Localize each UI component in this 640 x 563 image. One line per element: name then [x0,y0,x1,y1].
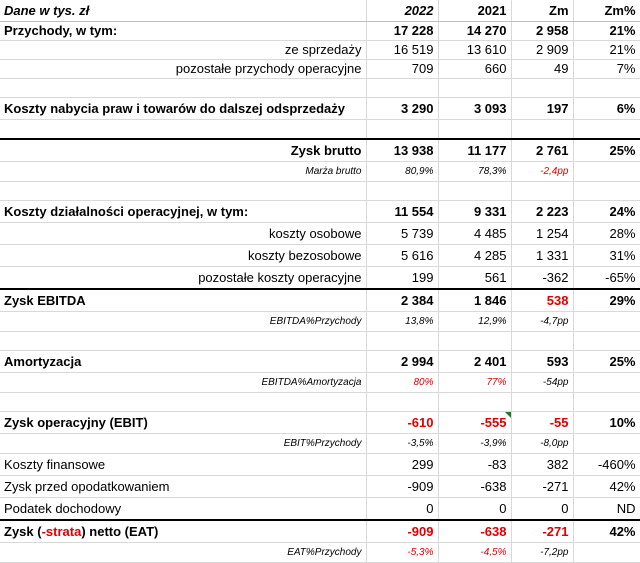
cell-2021[interactable]: 12,9% [438,312,511,332]
empty-cell[interactable] [0,182,366,201]
empty-cell[interactable] [0,79,366,98]
cell-label[interactable]: pozostałe koszty operacyjne [0,267,366,290]
cell-label[interactable]: Koszty nabycia praw i towarów do dalszej odsprzedaży [0,98,366,120]
cell-2021[interactable]: 14 270 [438,22,511,41]
cell-zmp[interactable]: ND [573,498,640,521]
cell-zm[interactable]: -55 [511,412,573,434]
cell-label[interactable]: Koszty działalności operacyjnej, w tym: [0,201,366,223]
cell-zmp[interactable]: 24% [573,201,640,223]
cell-zmp[interactable]: 6% [573,98,640,120]
cell-zm[interactable]: 2 958 [511,22,573,41]
cell-zmp[interactable]: 42% [573,520,640,543]
row-pozostale-przychody [0,60,640,79]
cell-2022[interactable]: -909 [366,520,438,543]
blank-row [0,120,640,140]
cell-label[interactable]: koszty bezosobowe [0,245,366,267]
cell-zm[interactable]: -8,0pp [511,434,573,454]
cell-zmp[interactable]: 42% [573,476,640,498]
cell-2022[interactable]: 3 290 [366,98,438,120]
cell-label[interactable]: Zysk operacyjny (EBIT) [0,412,366,434]
cell-zmp[interactable]: 21% [573,41,640,60]
cell-2021[interactable]: -638 [438,476,511,498]
cell-label[interactable]: Zysk EBITDA [0,289,366,312]
cell-zm[interactable]: -54pp [511,373,573,393]
cell-2021[interactable]: 660 [438,60,511,79]
row-koszty-dzialalnosci [0,201,640,223]
empty-cell[interactable] [573,182,640,201]
cell-zmp[interactable]: -460% [573,454,640,476]
row-koszty-finansowe [0,454,640,476]
empty-cell[interactable] [573,393,640,412]
header-2022[interactable]: 2022 [366,0,438,22]
cell-label[interactable]: koszty osobowe [0,223,366,245]
cell-label[interactable] [0,520,366,543]
cell-2021[interactable]: 13 610 [438,41,511,60]
cell-zm[interactable]: 2 909 [511,41,573,60]
cell-zmp[interactable] [573,373,640,393]
row-koszty-bezosobowe [0,245,640,267]
cell-zm[interactable]: 382 [511,454,573,476]
cell-2021[interactable]: 2 401 [438,351,511,373]
cell-2021[interactable]: 78,3% [438,162,511,182]
cell-zmp[interactable]: -65% [573,267,640,290]
cell-zm[interactable]: -271 [511,476,573,498]
header-zm[interactable]: Zm [511,0,573,22]
header-2021[interactable]: 2021 [438,0,511,22]
empty-cell[interactable] [511,332,573,351]
empty-cell[interactable] [438,79,511,98]
empty-cell[interactable] [438,332,511,351]
cell-zmp[interactable]: 7% [573,60,640,79]
cell-2021[interactable]: -638 [438,520,511,543]
cell-label[interactable]: ze sprzedaży [0,41,366,60]
empty-cell[interactable] [573,79,640,98]
empty-cell[interactable] [438,393,511,412]
header-row [0,0,640,22]
row-ebitda-amortyzacja [0,373,640,393]
empty-cell[interactable] [366,79,438,98]
cell-zm[interactable]: 1 254 [511,223,573,245]
row-eat [0,520,640,543]
empty-cell[interactable] [573,332,640,351]
cell-2022[interactable]: 2 994 [366,351,438,373]
cell-zm[interactable]: 197 [511,98,573,120]
cell-label[interactable]: Koszty finansowe [0,454,366,476]
cell-2022[interactable]: 0 [366,498,438,521]
cell-2021[interactable]: 3 093 [438,98,511,120]
empty-cell[interactable] [511,393,573,412]
header-label[interactable]: Dane w tys. zł [0,0,366,22]
blank-row [0,79,640,98]
cell-2022[interactable]: 5 739 [366,223,438,245]
empty-cell[interactable] [438,182,511,201]
cell-label[interactable]: Podatek dochodowy [0,498,366,521]
cell-zm[interactable]: 0 [511,498,573,521]
cell-zmp[interactable] [573,543,640,563]
cell-zmp[interactable]: 29% [573,289,640,312]
cell-2022[interactable]: 80,9% [366,162,438,182]
cell-2022[interactable]: 16 519 [366,41,438,60]
empty-cell[interactable] [366,120,438,140]
blank-row [0,393,640,412]
blank-row [0,182,640,201]
cell-zm[interactable]: 538 [511,289,573,312]
empty-cell[interactable] [511,79,573,98]
cell-2022[interactable]: 709 [366,60,438,79]
cell-2021[interactable]: 1 846 [438,289,511,312]
cell-label[interactable]: Marża brutto [0,162,366,182]
row-zysk-brutto [0,139,640,162]
empty-cell[interactable] [573,120,640,140]
cell-2021[interactable]: 11 177 [438,139,511,162]
empty-cell[interactable] [0,393,366,412]
cell-zm[interactable]: -271 [511,520,573,543]
eat-label-pre: Zysk ( [4,524,42,539]
eat-label-post: ) netto (EAT) [81,524,159,539]
cell-zmp[interactable]: 25% [573,351,640,373]
cell-label[interactable]: Amortyzacja [0,351,366,373]
empty-cell[interactable] [511,182,573,201]
cell-2022[interactable]: -5,3% [366,543,438,563]
cell-zm[interactable]: -4,7pp [511,312,573,332]
cell-2022[interactable]: -610 [366,412,438,434]
empty-cell[interactable] [366,393,438,412]
row-zysk-przed-opodatkowaniem [0,476,640,498]
cell-2022[interactable]: 80% [366,373,438,393]
blank-row [0,332,640,351]
cell-2021[interactable]: 77% [438,373,511,393]
empty-cell[interactable] [0,120,366,140]
cell-label[interactable]: Przychody, w tym: [0,22,366,41]
row-marza-brutto [0,162,640,182]
row-sprzedaz [0,41,640,60]
cell-zmp[interactable]: 10% [573,412,640,434]
cell-2021[interactable]: -4,5% [438,543,511,563]
empty-cell[interactable] [511,120,573,140]
empty-cell[interactable] [438,120,511,140]
cell-2021[interactable]: 0 [438,498,511,521]
cell-2022[interactable]: 199 [366,267,438,290]
cell-2022[interactable]: 299 [366,454,438,476]
cell-zmp[interactable]: 21% [573,22,640,41]
cell-2021[interactable]: 4 285 [438,245,511,267]
cell-zm[interactable]: 1 331 [511,245,573,267]
cell-2022[interactable]: -909 [366,476,438,498]
cell-zmp[interactable] [573,434,640,454]
cell-zm[interactable]: -362 [511,267,573,290]
row-ebit [0,412,640,434]
row-podatek [0,498,640,521]
row-ebit-przychody [0,434,640,454]
row-ebitda-przychody [0,312,640,332]
cell-2021[interactable]: -83 [438,454,511,476]
cell-zm[interactable]: 49 [511,60,573,79]
cell-zmp[interactable]: 28% [573,223,640,245]
empty-cell[interactable] [366,182,438,201]
cell-2022[interactable]: 2 384 [366,289,438,312]
cell-zmp[interactable] [573,162,640,182]
row-ebitda [0,289,640,312]
cell-2021[interactable]: -555 [438,412,511,434]
header-zmp[interactable]: Zm% [573,0,640,22]
cell-2022[interactable]: 13 938 [366,139,438,162]
cell-2021[interactable]: -3,9% [438,434,511,454]
cell-2022[interactable]: -3,5% [366,434,438,454]
cell-2022[interactable]: 11 554 [366,201,438,223]
row-koszty-osobowe [0,223,640,245]
cell-2021[interactable]: 9 331 [438,201,511,223]
empty-cell[interactable] [366,332,438,351]
cell-zm[interactable]: 2 761 [511,139,573,162]
cell-zm[interactable]: 2 223 [511,201,573,223]
row-pozostale-koszty [0,267,640,290]
eat-label-strata: -strata [41,524,82,539]
cell-label[interactable]: EAT%Przychody [0,543,366,563]
cell-2021[interactable]: 561 [438,267,511,290]
cell-2022[interactable]: 13,8% [366,312,438,332]
cell-label[interactable]: Zysk przed opodatkowaniem [0,476,366,498]
row-eat-przychody [0,543,640,563]
cell-label[interactable]: Zysk brutto [0,139,366,162]
cell-2021[interactable]: 4 485 [438,223,511,245]
cell-zmp[interactable]: 31% [573,245,640,267]
cell-label[interactable]: pozostałe przychody operacyjne [0,60,366,79]
cell-zm[interactable]: 593 [511,351,573,373]
empty-cell[interactable] [0,332,366,351]
row-koszty-nabycia [0,98,640,120]
cell-zmp[interactable] [573,312,640,332]
row-amortyzacja [0,351,640,373]
cell-zmp[interactable]: 25% [573,139,640,162]
cell-zm[interactable]: -2,4pp [511,162,573,182]
cell-2022[interactable]: 17 228 [366,22,438,41]
cell-label[interactable]: EBITDA%Przychody [0,312,366,332]
cell-zm[interactable]: -7,2pp [511,543,573,563]
row-przychody [0,22,640,41]
cell-label[interactable]: EBITDA%Amortyzacja [0,373,366,393]
cell-label[interactable]: EBIT%Przychody [0,434,366,454]
cell-2022[interactable]: 5 616 [366,245,438,267]
